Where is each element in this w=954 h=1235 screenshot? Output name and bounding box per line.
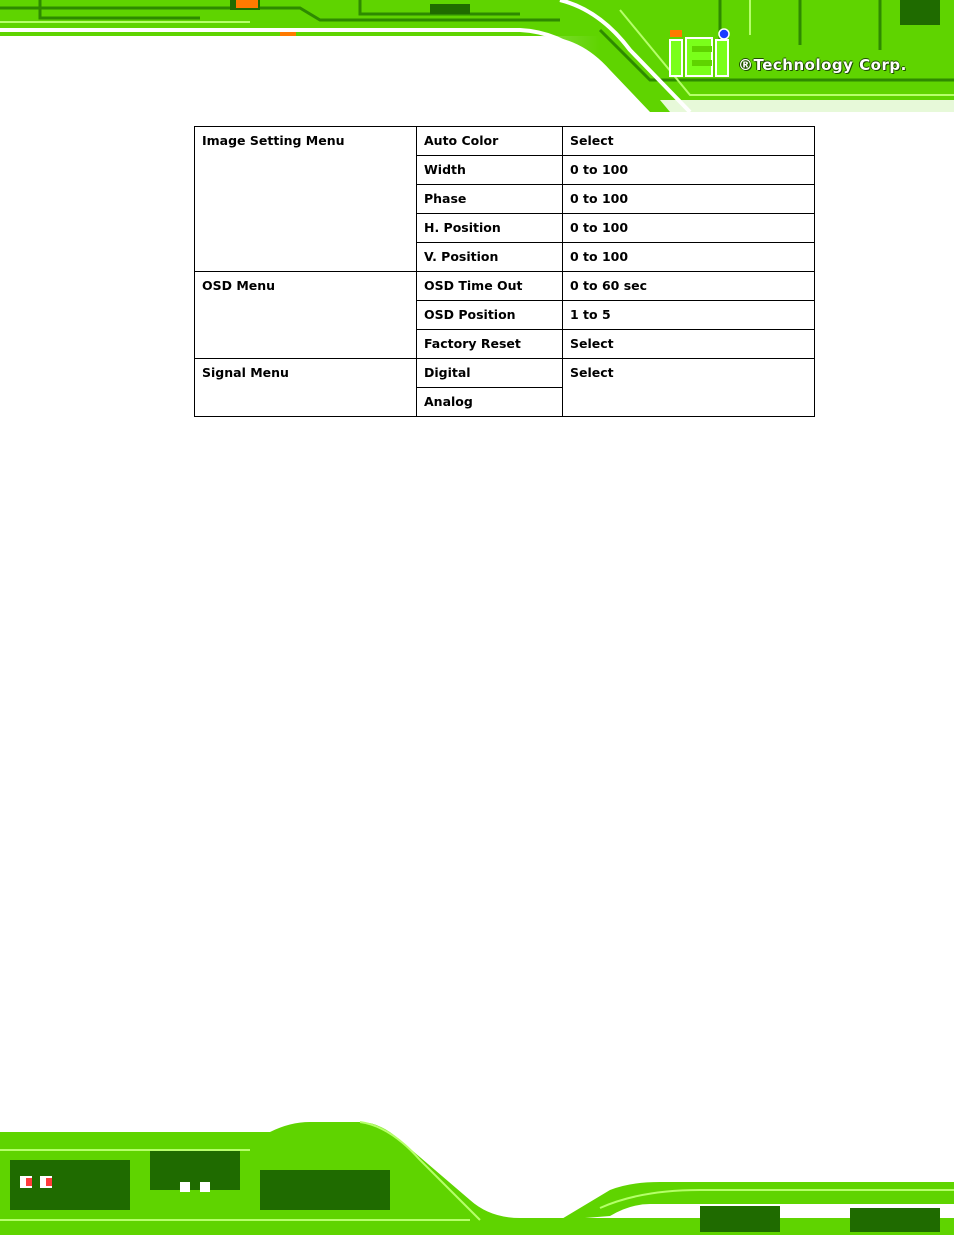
menu-value-cell: 1 to 5 (563, 301, 815, 330)
iei-logo-icon (668, 28, 736, 78)
menu-value-cell: 0 to 100 (563, 185, 815, 214)
table-row (195, 127, 815, 156)
menu-item-cell: Auto Color (417, 127, 563, 156)
menu-item-cell: Analog (417, 388, 563, 417)
menu-value-cell: Select (563, 330, 815, 359)
menu-item-cell: OSD Time Out (417, 272, 563, 301)
pcb-footer-graphic (0, 1120, 954, 1235)
menu-value-cell: 0 to 100 (563, 214, 815, 243)
footer-banner (0, 1120, 954, 1235)
menu-item-cell: H. Position (417, 214, 563, 243)
menu-item-cell: V. Position (417, 243, 563, 272)
menu-item-cell: Digital (417, 359, 563, 388)
menu-group-cell: OSD Menu (195, 272, 417, 359)
menu-group-cell: Image Setting Menu (195, 127, 417, 272)
brand-text: ®Technology Corp. (738, 56, 907, 74)
header-banner (0, 0, 954, 112)
table-row (195, 359, 815, 388)
menu-item-cell: OSD Position (417, 301, 563, 330)
menu-item-cell: Phase (417, 185, 563, 214)
menu-value-cell: 0 to 60 sec (563, 272, 815, 301)
iei-logo (668, 28, 938, 80)
menu-group-cell: Signal Menu (195, 359, 417, 417)
table-row (195, 272, 815, 301)
menu-item-cell: Width (417, 156, 563, 185)
osd-menu-table (194, 126, 815, 417)
menu-value-cell: Select (563, 127, 815, 156)
menu-item-cell: Factory Reset (417, 330, 563, 359)
menu-value-cell: Select (563, 359, 815, 417)
menu-value-cell: 0 to 100 (563, 156, 815, 185)
menu-value-cell: 0 to 100 (563, 243, 815, 272)
